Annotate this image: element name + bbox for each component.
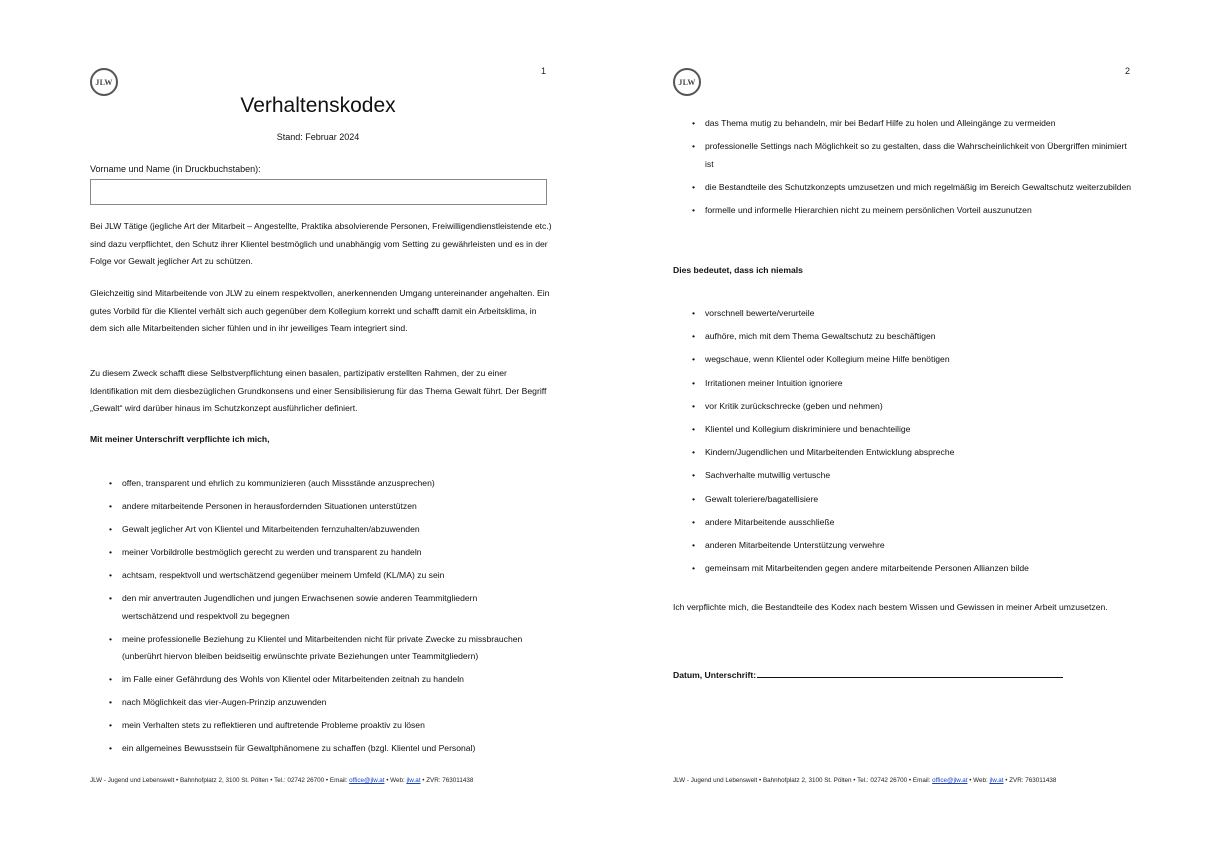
footer-email-link[interactable]: office@jlw.at bbox=[932, 777, 968, 784]
list-item: • andere mitarbeitende Personen in herausfordernden Situationen unterstützen bbox=[109, 498, 529, 516]
footer-web-label: • Web: bbox=[967, 777, 990, 784]
footer-address: JLW - Jugend und Lebenswelt • Bahnhofplatz 2, 3100 St. Pölten • Tel.: 02742 26700 • Email: bbox=[673, 777, 933, 784]
footer-web-link[interactable]: jlw.at bbox=[989, 777, 1004, 784]
commit-heading: Mit meiner Unterschrift verpflichte ich mich, bbox=[90, 434, 270, 444]
purpose-paragraph: Zu diesem Zweck schafft diese Selbstverpflichtung einen basalen, partizipativ erstellten Rahmen, der zu einer Identifikation mit dem diesbezüglichen Grundkonsens und einer Sensibilisierung für das Thema Gewalt führt. Der Begriff „Gewalt“ wird darüber hinaus im Schutzkonzept ausführlicher definiert. bbox=[90, 368, 547, 413]
list-item: • meine professionelle Beziehung zu Klientel und Mitarbeitenden nicht für private Zwecke zu missbrauchen (unberührt hiervon bleiben beidseitig erwünschte private Beziehungen unter Teammitgliedern) bbox=[109, 631, 529, 666]
document-title: Verhaltenskodex bbox=[240, 94, 396, 117]
list-item: • den mir anvertrauten Jugendlichen und jungen Erwachsenen sowie anderen Teammitgliedern wertschätzend und respektvoll zu begegnen bbox=[109, 590, 529, 625]
logo-text: JLW bbox=[678, 77, 696, 87]
list-item: • die Bestandteile des Schutzkonzepts umzusetzen und mich regelmäßig im Bereich Gewaltschutz weiterzubilden bbox=[692, 179, 1137, 197]
signature-field[interactable] bbox=[757, 668, 1063, 678]
list-item: • andere Mitarbeitende ausschließe bbox=[692, 514, 1137, 532]
list-item: • mein Verhalten stets zu reflektieren und auftretende Probleme proaktiv zu lösen bbox=[109, 717, 529, 735]
page-1 bbox=[80, 0, 640, 861]
list-item: • achtsam, respektvoll und wertschätzend gegenüber meinem Umfeld (KL/MA) zu sein bbox=[109, 567, 529, 585]
list-item: • im Falle einer Gefährdung des Wohls von Klientel oder Mitarbeitenden zeitnah zu handeln bbox=[109, 671, 529, 689]
signature-line[interactable] bbox=[673, 668, 1063, 680]
page-2 bbox=[663, 0, 1219, 861]
list-item: • professionelle Settings nach Möglichkeit so zu gestalten, dass die Wahrscheinlichkeit von Übergriffen minimiert ist bbox=[692, 138, 1137, 173]
page-footer bbox=[90, 777, 473, 784]
list-item: • ein allgemeines Bewusstsein für Gewaltphänomene zu schaffen (bzgl. Klientel und Personal) bbox=[109, 740, 529, 758]
list-item: • vor Kritik zurückschrecke (geben und nehmen) bbox=[692, 398, 1137, 416]
name-label: Vorname und Name (in Druckbuchstaben): bbox=[90, 164, 261, 174]
footer-zvr: • ZVR: 763011438 bbox=[420, 777, 474, 784]
document-date: Stand: Februar 2024 bbox=[276, 132, 360, 142]
never-heading: Dies bedeutet, dass ich niemals bbox=[673, 265, 803, 275]
list-item: • aufhöre, mich mit dem Thema Gewaltschutz zu beschäftigen bbox=[692, 328, 1137, 346]
commitment-list-continued bbox=[692, 115, 1137, 225]
never-list bbox=[692, 305, 1137, 583]
list-item: • offen, transparent und ehrlich zu kommunizieren (auch Missstände anzusprechen) bbox=[109, 475, 529, 493]
list-item: • formelle und informelle Hierarchien nicht zu meinem persönlichen Vorteil auszunutzen bbox=[692, 202, 1137, 220]
list-item: • wegschaue, wenn Klientel oder Kollegium meine Hilfe benötigen bbox=[692, 351, 1137, 369]
list-item: • Sachverhalte mutwillig vertusche bbox=[692, 467, 1137, 485]
page-number: 2 bbox=[1125, 66, 1131, 76]
footer-email-link[interactable]: office@jlw.at bbox=[349, 777, 385, 784]
jlw-logo bbox=[673, 68, 701, 96]
respect-paragraph: Gleichzeitig sind Mitarbeitende von JLW zu einem respektvollen, anerkennenden Umgang untereinander angehalten. Ein gutes Vorbild für die Klientel verhält sich auch gegenüber dem Kollegium korrekt und schafft damit ein Arbeitsklima, in dem sich alle Mitarbeitenden sicher fühlen und in ihr jeweiliges Team integriert sind. bbox=[90, 288, 550, 333]
list-item: • das Thema mutig zu behandeln, mir bei Bedarf Hilfe zu holen und Alleingänge zu vermeiden bbox=[692, 115, 1137, 133]
list-item: • vorschnell bewerte/verurteile bbox=[692, 305, 1137, 323]
page-number: 1 bbox=[541, 66, 547, 76]
list-item: • anderen Mitarbeitende Unterstützung verwehre bbox=[692, 537, 1137, 555]
list-item: • Gewalt toleriere/bagatellisiere bbox=[692, 491, 1137, 509]
list-item: • Gewalt jeglicher Art von Klientel und Mitarbeitenden fernzuhalten/abzuwenden bbox=[109, 521, 529, 539]
list-item: • Klientel und Kollegium diskriminiere und benachteilige bbox=[692, 421, 1137, 439]
logo-text: JLW bbox=[95, 77, 113, 87]
footer-web-label: • Web: bbox=[384, 777, 407, 784]
signature-label: Datum, Unterschrift: bbox=[673, 670, 757, 680]
commitment-list bbox=[109, 475, 529, 763]
footer-address: JLW - Jugend und Lebenswelt • Bahnhofplatz 2, 3100 St. Pölten • Tel.: 02742 26700 • Email: bbox=[90, 777, 350, 784]
closing-paragraph: Ich verpflichte mich, die Bestandteile des Kodex nach bestem Wissen und Gewissen in meiner Arbeit umzusetzen. bbox=[673, 602, 1108, 612]
footer-zvr: • ZVR: 763011438 bbox=[1003, 777, 1057, 784]
list-item: • meiner Vorbildrolle bestmöglich gerecht zu werden und transparent zu handeln bbox=[109, 544, 529, 562]
footer-web-link[interactable]: jlw.at bbox=[406, 777, 421, 784]
jlw-logo bbox=[90, 68, 118, 96]
list-item: • nach Möglichkeit das vier-Augen-Prinzip anzuwenden bbox=[109, 694, 529, 712]
intro-paragraph: Bei JLW Tätige (jegliche Art der Mitarbeit – Angestellte, Praktika absolvierende Personen, Freiwilligendienstleistende etc.) sind dazu verpflichtet, den Schutz ihrer Klientel bestmöglich und unabhängig vom Setting zu gewährleisten und es in der Folge vor Gewalt jeglicher Art zu schützen. bbox=[90, 221, 552, 266]
name-field[interactable] bbox=[90, 179, 547, 205]
page-footer bbox=[673, 777, 1056, 784]
list-item: • Irritationen meiner Intuition ignoriere bbox=[692, 375, 1137, 393]
list-item: • gemeinsam mit Mitarbeitenden gegen andere mitarbeitende Personen Allianzen bilde bbox=[692, 560, 1137, 578]
list-item: • Kindern/Jugendlichen und Mitarbeitenden Entwicklung abspreche bbox=[692, 444, 1137, 462]
